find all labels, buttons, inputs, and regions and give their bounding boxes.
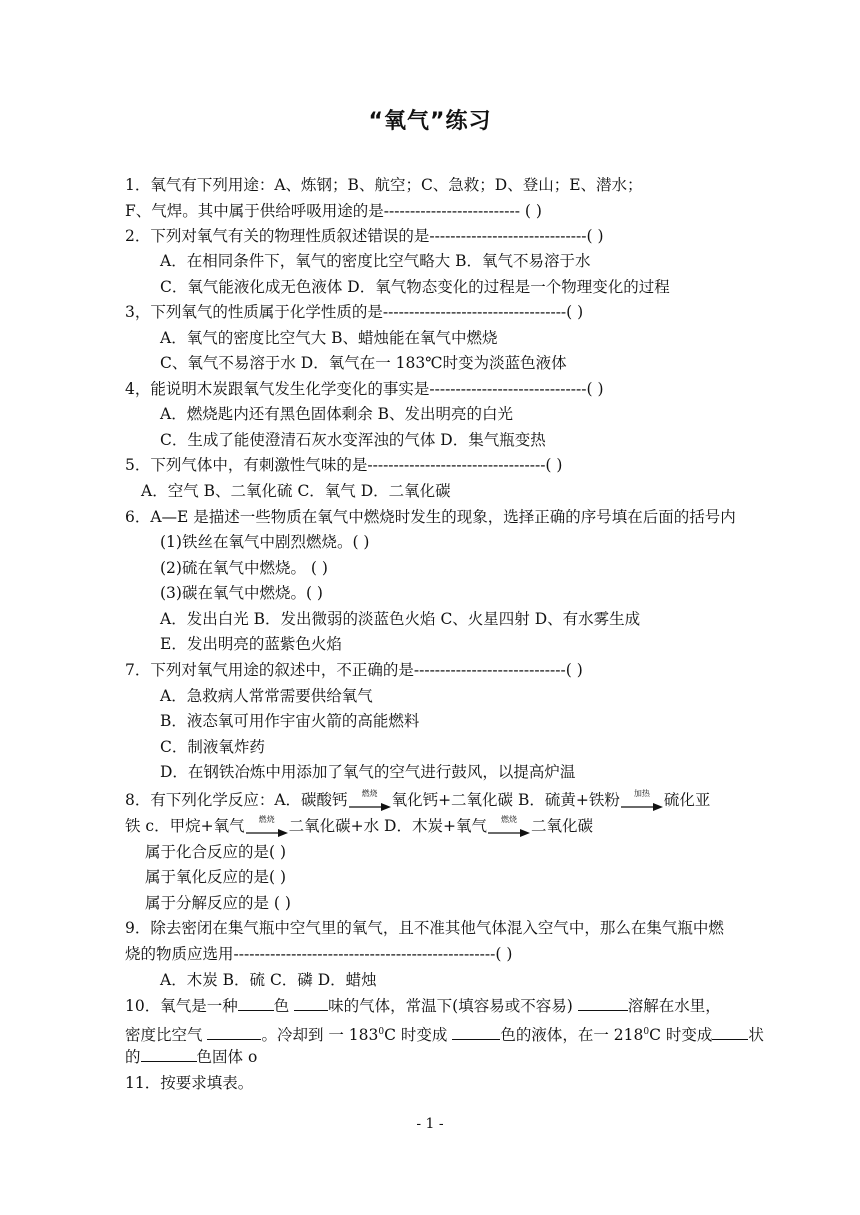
page-number: - 1 - [416,1116,444,1132]
q2-options-ab: A．在相同条件下，氧气的密度比空气略大 B．氧气不易溶于水 [160,252,591,270]
q8-line2 [125,816,805,836]
fill-blank[interactable] [238,996,274,1011]
q10-text: C 时变成 [649,1026,713,1045]
page-title: “氧气”练习 [368,109,492,134]
reaction-condition: 燃烧 [361,789,378,798]
q8-reaction-c-reactant: 铁 c．甲烷+氧气 [125,817,245,835]
q6-stem: 6．A—E 是描述一些物质在氧气中燃烧时发生的现象，选择正确的序号填在后面的括号内 [125,508,736,526]
q3-options-ab: A．氧气的密度比空气大 B、蜡烛能在氧气中燃烧 [160,329,498,347]
q8-reaction-cd: 二氧化碳+水 D．木炭+氧气 [288,817,487,835]
fill-blank[interactable] [207,1025,261,1040]
q8-ask-decomposition: 属于分解反应的是 ( ) [145,894,291,912]
q9-line2: 烧的物质应选用--------------------------------------------------( ) [125,945,513,963]
q7-option-a: A．急救病人常常需要供给氧气 [160,687,373,705]
fill-blank[interactable] [452,1025,500,1040]
reaction-condition: 燃烧 [500,815,517,824]
arrow-right-icon [488,829,530,837]
q6-sub1: (1)铁丝在氧气中剧烈燃烧。( ) [160,533,370,551]
q1-line2: F、气焊。其中属于供给呼吸用途的是-------------------------- ( ) [125,202,542,220]
q8-reaction-b-product: 硫化亚 [663,791,711,809]
q10-text: 色 [273,997,295,1015]
q8-line1 [125,790,805,810]
q10-line1 [125,996,805,1016]
q3-stem: 3，下列氧气的性质属于化学性质的是-----------------------------------( ) [125,303,584,321]
q8-reaction-ab: 氧化钙+二氧化碳 B．硫黄+铁粉 [391,791,620,809]
q9-line1: 9．除去密闭在集气瓶中空气里的氧气，且不准其他气体混入空气中，那么在集气瓶中燃 [125,919,724,937]
q11-stem: 11．按要求填表。 [125,1074,254,1092]
q9-options: A．木炭 B．硫 C．磷 D．蜡烛 [160,971,377,989]
q10-text: 10．氧气是一种 [125,997,238,1015]
q7-option-d: D．在钢铁冶炼中用添加了氧气的空气进行鼓风，以提高炉温 [160,763,576,781]
fill-blank[interactable] [141,1047,197,1062]
q6-options-1: A．发出白光 B．发出微弱的淡蓝色火焰 C、火星四射 D、有水雾生成 [160,610,641,628]
reaction-condition: 加热 [633,789,650,798]
arrow-right-icon [621,803,663,811]
q10-text: 。冷却到 一 183 [261,1026,379,1045]
degree-superscript: 0 [643,1027,650,1037]
q8-reaction-d-product: 二氧化碳 [530,817,593,835]
q1-line1: 1．氧气有下列用途：A、炼钢；B、航空；C、急救；D、登山；E、潜水； [125,176,643,194]
q8-reaction-a-reactant: 8．有下列化学反应：A．碳酸钙 [125,791,348,809]
q10-text: 状 [748,1026,764,1045]
q7-option-b: B．液态氧可用作宇宙火箭的高能燃料 [160,712,420,730]
q4-stem: 4，能说明木炭跟氧气发生化学变化的事实是------------------------------( ) [125,380,604,398]
q10-line2 [125,1022,805,1045]
reaction-arrow [621,789,663,810]
fill-blank[interactable] [712,1025,748,1040]
reaction-arrow [349,789,391,810]
q6-sub2: (2)硫在氧气中燃烧。 ( ) [160,559,328,577]
q5-options: A．空气 B、二氧化硫 C．氧气 D．二氧化碳 [141,482,451,500]
reaction-arrow [488,815,530,836]
q7-option-c: C．制液氧炸药 [160,738,265,756]
arrow-right-icon [246,829,288,837]
degree-superscript: 0 [378,1027,385,1037]
q8-ask-oxidation: 属于氧化反应的是( ) [145,868,287,886]
q5-stem: 5．下列气体中，有刺激性气味的是----------------------------------( ) [125,456,563,474]
q10-text: 色固体 o [196,1048,258,1066]
q10-text: 味的气体，常温下(填容易或不容易) [328,997,578,1015]
reaction-arrow [246,815,288,836]
q10-text: 溶解在水里， [627,997,721,1015]
reaction-condition: 燃烧 [258,815,275,824]
q2-stem: 2．下列对氧气有关的物理性质叙述错误的是------------------------------( ) [125,227,604,245]
q2-options-cd: C．氧气能液化成无色液体 D．氧气物态变化的过程是一个物理变化的过程 [160,278,670,296]
q8-ask-combination: 属于化合反应的是( ) [145,843,287,861]
q4-options-cd: C．生成了能使澄清石灰水变浑浊的气体 D．集气瓶变热 [160,431,546,449]
q10-line3 [125,1047,805,1067]
q6-sub3: (3)碳在氧气中燃烧。( ) [160,584,323,602]
fill-blank[interactable] [294,996,328,1011]
q6-options-2: E．发出明亮的蓝紫色火焰 [160,635,342,653]
q10-text: 色的液体，在一 218 [500,1026,644,1045]
q10-text: 密度比空气 [125,1026,208,1045]
q3-options-cd: C、氧气不易溶于水 D．氧气在一 183℃时变为淡蓝色液体 [160,354,567,372]
arrow-right-icon [349,803,391,811]
q10-text: C 时变成 [384,1026,453,1045]
q4-options-ab: A．燃烧匙内还有黑色固体剩余 B、发出明亮的白光 [160,405,514,423]
fill-blank[interactable] [578,996,628,1011]
q10-text: 的 [125,1048,141,1066]
q7-stem: 7．下列对氧气用途的叙述中，不正确的是-----------------------------( ) [125,661,583,679]
